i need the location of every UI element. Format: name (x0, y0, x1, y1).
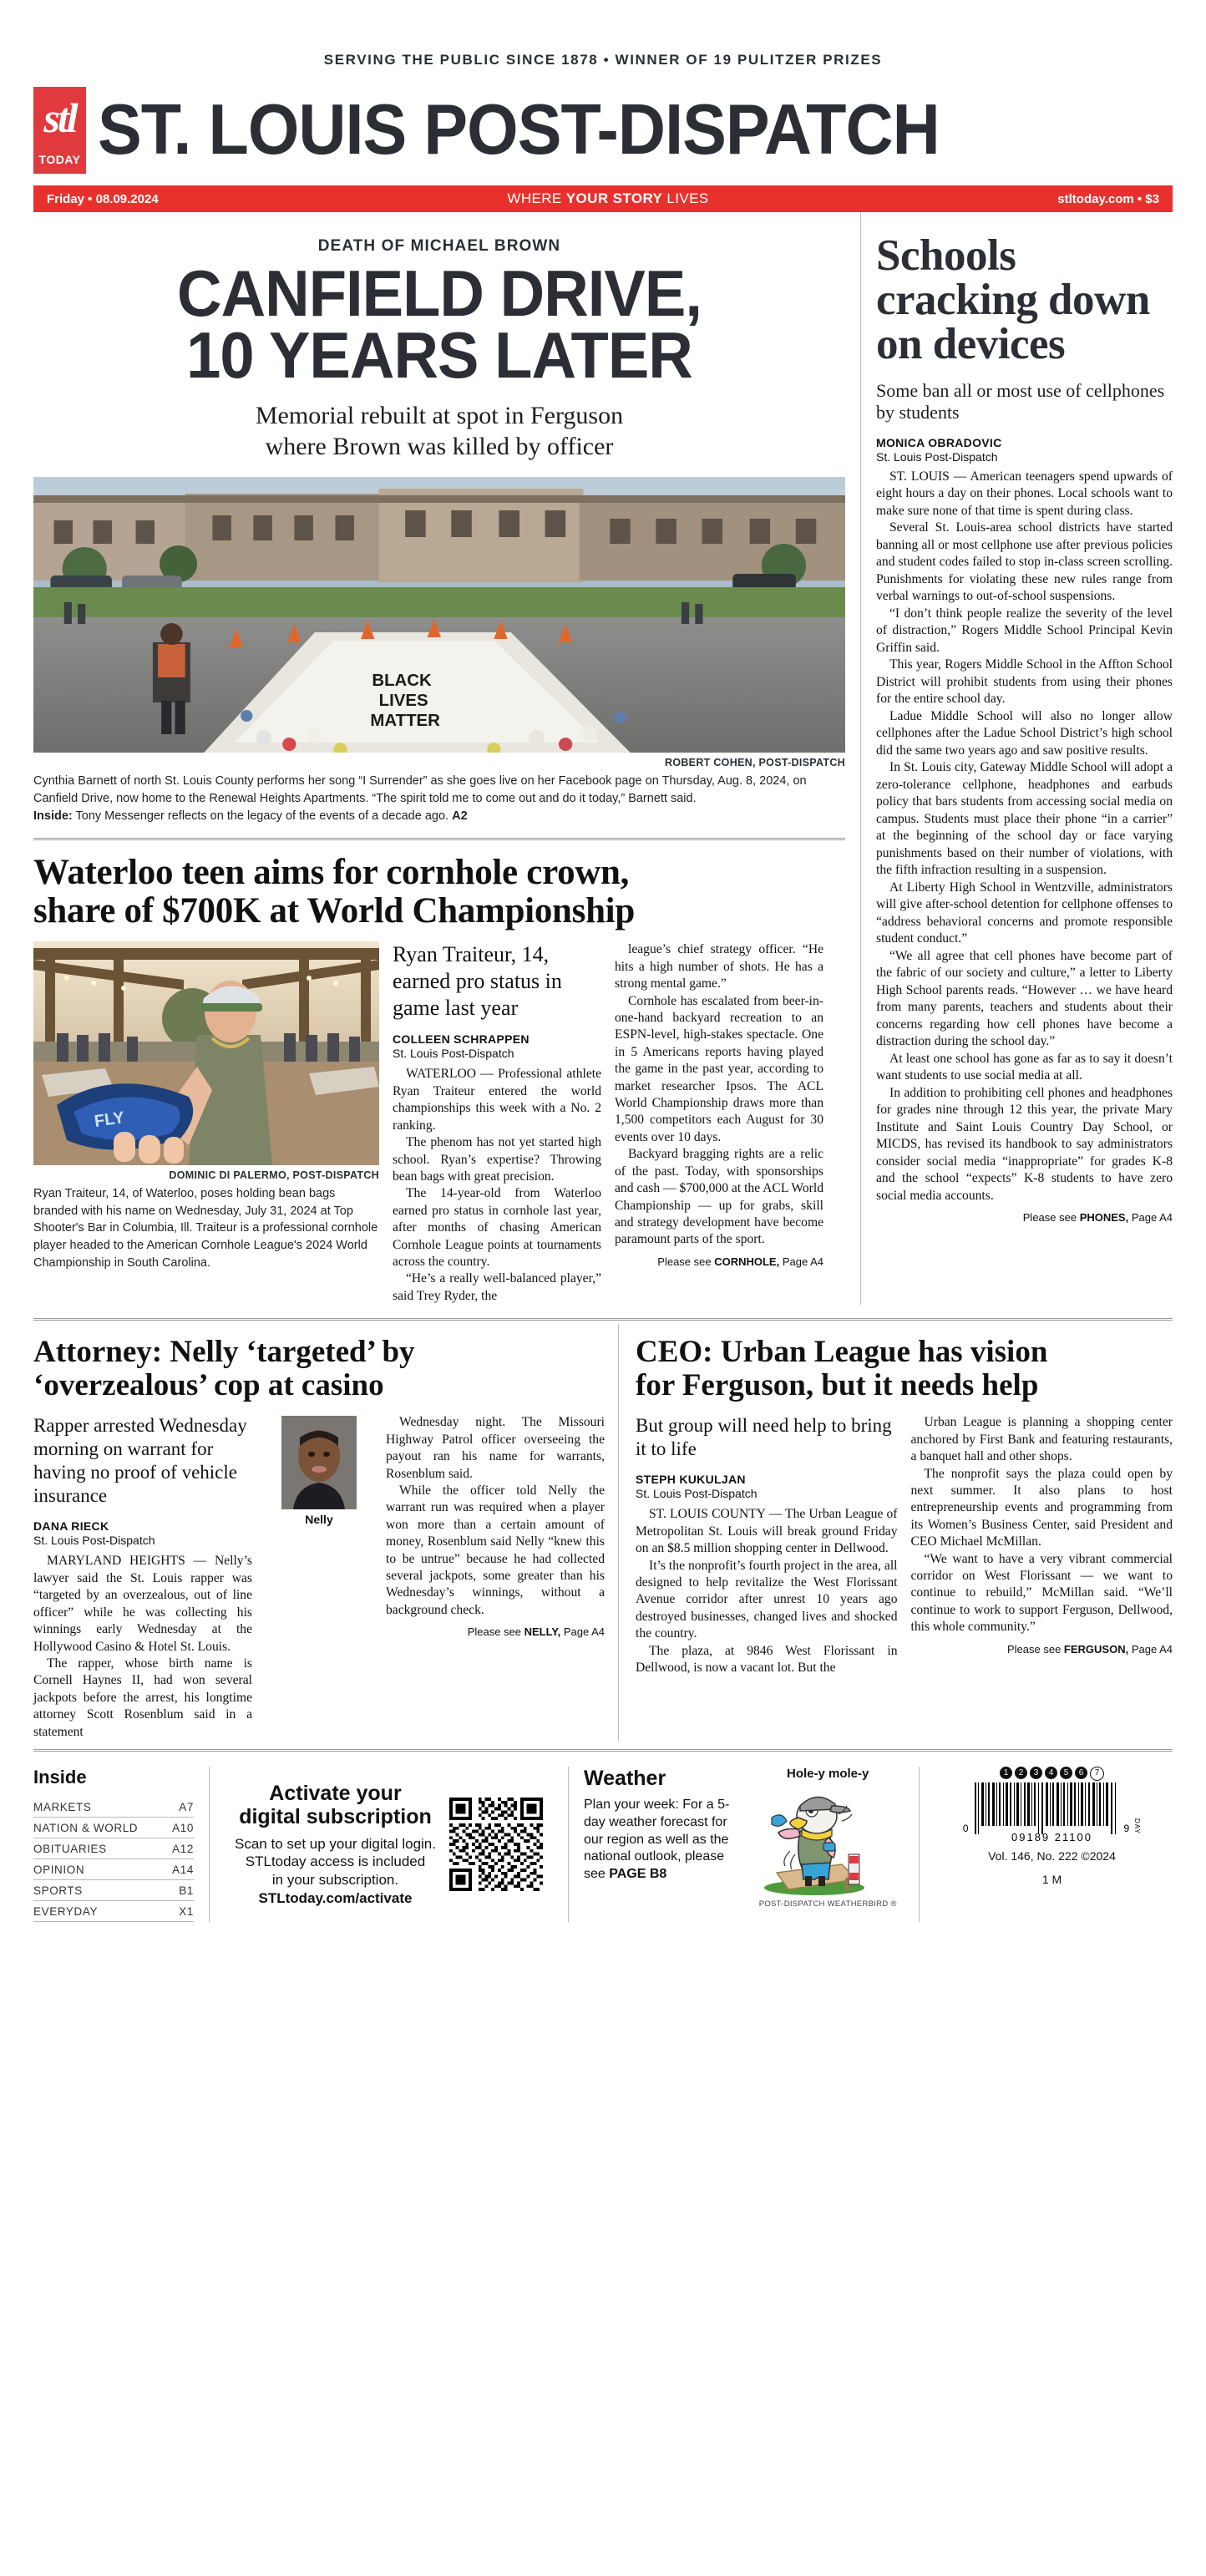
lead-photo-credit: ROBERT COHEN, POST-DISPATCH (665, 757, 845, 769)
inside-index-row[interactable]: MARKETS A7 (33, 1797, 194, 1818)
barcode-graphic (973, 1782, 1120, 1834)
secondary-column (860, 212, 1173, 1305)
nelly-column-2 (386, 1414, 605, 1741)
qr-code-graphic (449, 1798, 543, 1891)
lead-photo (33, 477, 845, 753)
ferguson-byline-org: St. Louis Post-Dispatch (636, 1487, 758, 1501)
svg-text:BLACK: BLACK (372, 672, 432, 691)
page-footer (0, 1749, 1206, 1922)
nelly-mug-caption: Nelly (305, 1513, 333, 1527)
ferguson-column-2 (911, 1414, 1173, 1676)
weatherbird-cartoon (752, 1767, 904, 1922)
subscription-text (235, 1782, 436, 1908)
nelly-story (33, 1324, 618, 1741)
day-circle: 3 (1030, 1767, 1042, 1779)
barcode-left-digit: 0 (962, 1823, 969, 1835)
schools-byline: MONICA OBRADOVIC (876, 435, 1002, 449)
subscription-promo (209, 1767, 568, 1922)
weather-title: Weather (584, 1767, 666, 1791)
barcode-day-circles (935, 1767, 1169, 1781)
inside-index-row[interactable]: OBITUARIES A12 (33, 1838, 194, 1859)
cornhole-body-1: WATERLOO — Professional athlete Ryan Traiteur entered the world championships this week with a No. 2 ranking. The phenom has not yet started high school. Ryan’s expertise? Throwing bean bags with great precision. The 14-year-old from Waterloo earned pro status in cornhole last year, after months of chasing American Cornhole League points at tournaments across the country. “He’s a really well-balanced player,” said Trey Ryder, the (393, 1067, 601, 1303)
schools-headline[interactable]: Schools cracking down on devices (876, 231, 1150, 368)
stltoday-logo[interactable] (33, 87, 86, 174)
cornhole-jumpline[interactable]: Please see CORNHOLE, Page A4 (657, 1255, 823, 1268)
cornhole-subhead: Ryan Traiteur, 14, earned pro status in game last year (393, 942, 562, 1020)
qr-code[interactable] (449, 1798, 543, 1891)
day-circle: 4 (1045, 1767, 1057, 1779)
ferguson-jumpline[interactable]: Please see FERGUSON, Page A4 (1006, 1642, 1173, 1656)
cornhole-byline-org: St. Louis Post-Dispatch (393, 1047, 514, 1061)
inside-index-rows (33, 1797, 194, 1922)
lead-headline: CANFIELD DRIVE, 10 YEARS LATER (177, 256, 702, 393)
day-circle: 5 (1060, 1767, 1072, 1779)
weather-body: Plan your week: For a 5-day weather forecast for our region as well as the national outlook, please see PAGE B8 (584, 1798, 730, 1882)
ferguson-deck: But group will need help to bring it to life (636, 1415, 892, 1460)
nelly-byline: DANA RIECK (33, 1519, 109, 1534)
inside-index-row[interactable]: SPORTS B1 (33, 1880, 194, 1901)
cornhole-photo (33, 941, 379, 1165)
nelly-column-1 (33, 1414, 252, 1741)
inside-index-row[interactable]: OPINION A14 (33, 1859, 194, 1880)
ferguson-columns (636, 1414, 1173, 1676)
svg-text:MATTER: MATTER (370, 712, 440, 731)
svg-text:LIVES: LIVES (378, 692, 428, 711)
cornhole-headline[interactable]: Waterloo teen aims for cornhole crown, share of $700K at World Championship (33, 853, 635, 931)
cornhole-photo-caption: Ryan Traiteur, 14, of Waterloo, poses holding bean bags branded with his name on Wednesday, July 31, 2024 at Top Shooter's Bar in Columbia, Ill. Traiteur is a professional cornhole player headed to the American Cornhole League's 2024 World Championship in South Carolina. (33, 1187, 378, 1270)
stl-logo-mark: stl (43, 94, 76, 141)
nelly-body-2: Wednesday night. The Missouri Highway Patrol officer overseeing the payout ran his name for warrants, Rosenblum said. While the officer told Nelly the warrant run was required when a player won more than a certain amount of money, Rosenblum said Nelly “knew this to be untrue” because he had collected several jackpots, some greater than his Wednesday’s winnings, without a background check. (386, 1415, 605, 1617)
schools-deck: Some ban all or most use of cellphones by students (876, 380, 1165, 423)
edition-code: 1 M (1041, 1873, 1062, 1887)
slogan: WHERE YOUR STORY LIVES (507, 190, 709, 206)
subscription-body: Scan to set up your digital login. STLtoday access is included in your subscription. STLtoday.com/activate (235, 1835, 436, 1906)
barcode-right-digit: 9 (1123, 1823, 1130, 1835)
weather-text (584, 1767, 740, 1922)
nelly-body-1: MARYLAND HEIGHTS — Nelly’s lawyer said the St. Louis rapper was “targeted by an overzealous, out of line officer” while he was collecting his winnings early Wednesday at the Hollywood Casino & Hotel St. Louis. The rapper, whose birth name is Cornell Haynes II, had won several jackpots before the arrest, his longtime attorney Scott Rosenblum said in a statement (33, 1554, 252, 1739)
cornhole-columns (33, 941, 845, 1305)
primary-column (33, 212, 860, 1305)
cornhole-body-2: league’s chief strategy officer. “He hits a high number of shots. He has a strong mental game.” Cornhole has escalated from beer-in-one-hand backyard recreation to an ESPN-level, high-stakes spectacle. One in 5 Americans reports having played the game in the past year, according to market researcher Ipsos. The ACL World Championship draws more than 1,500 competitors each August for 30 events over 10 days. Backyard bragging rights are a relic of the past. Today, with sponsorships and cash — $700,000 at the ACL World Championship — up for grabs, skill and strategy development have become paramount parts of the sport. (615, 942, 823, 1247)
lead-kicker: DEATH OF MICHAEL BROWN (317, 237, 561, 255)
ferguson-story (618, 1324, 1173, 1741)
page-title: ST. LOUIS POST-DISPATCH (98, 89, 940, 170)
lead-photo-illustration (33, 477, 845, 753)
nelly-mugshot-illustration (281, 1416, 357, 1509)
inside-index-row[interactable]: EVERYDAY X1 (33, 1901, 194, 1922)
date-label: Friday • 08.09.2024 (47, 191, 159, 206)
inside-index-row[interactable]: NATION & WORLD A10 (33, 1818, 194, 1838)
main-content (0, 212, 1206, 1305)
ferguson-body-2: Urban League is planning a shopping center anchored by First Bank and featuring restaurants, a banquet hall and other shops. The nonprofit says the plaza could open by next summer. It also plans to host entrepreneurship events and programming from its Women’s Business Center, said President and CEO Michael McMillan. “We want to have a very vibrant commercial corridor on West Florissant — we want to continue to rebuild,” McMillan said. “We’ll continue to work to support Ferguson, Dellwood, this whole community.” (910, 1415, 1173, 1635)
cornhole-photo-credit: DOMINIC DI PALERMO, POST-DISPATCH (169, 1169, 379, 1182)
schools-jumpline[interactable]: Please see PHONES, Page A4 (1022, 1211, 1173, 1225)
stl-logo-today: TODAY (38, 153, 81, 166)
barcode-box (919, 1767, 1169, 1922)
nelly-deck: Rapper arrested Wednesday morning on warrant for having no proof of vehicle insurance (33, 1415, 247, 1507)
nelly-mug-column (266, 1414, 372, 1741)
weatherbird-caption: Hole-y mole-y (787, 1767, 869, 1782)
weatherbird-trademark: POST-DISPATCH WEATHERBIRD ® (758, 1899, 897, 1909)
tagline-bar: SERVING THE PUBLIC SINCE 1878 • WINNER OF 19 PULITZER PRIZES (323, 52, 883, 68)
barcode-side-label: DAY (1133, 1818, 1142, 1835)
schools-body: ST. LOUIS — American teenagers spend upwards of eight hours a day on their phones. Local schools want to make sure none of that time is spent during class. Several St. Louis-area school districts have started banning all or most cellphone use after previous policies and student codes failed to stop in-class screen scrolling. Punishments for violating these new rules range from verbal warnings to out-of-school suspensions. “I don’t think people realize the severity of the level of distraction,” Rogers Middle School Principal Kevin Griffin said. This year, Rogers Middle School in the Affton School District will prohibit students from using their phones for the entire school day. Ladue Middle School will also no longer allow cellphones after the Ladue School District’s high school did the same two years ago and saw positive results. In St. Louis city, Gateway Middle School will adopt a zero-tolerance cellphone, headphones and earbuds policy that bars students from accessing social media on campus. Students must place their phone “in a carrier” at the beginning of the school day or face varying punishments based on their number of violations, with the fifth infraction resulting in a suspension. At Liberty High School in Wentzville, administrators will give after-school detention for cellphone offenses to “address behavioral concerns and promote responsible student conduct.” “We all agree that cell phones have become part of the fabric of our society and culture,” a letter to Liberty High School parents reads. “However … we have heard from many parents, teachers and students about their concerns regarding how cell phones have become a distraction during the school day.” At least one school has gone as far as to say it doesn’t want students to use social media at all. In addition to prohibiting cell phones and headphones for grades nine through 12 this year, the private Mary Institute and Saint Louis Country Day School, or MICDS, has revised its handbook to say administrators consider social media “inappropriate” for grades K-8 and the school “expects” K-8 students to have zero social media accounts. (876, 469, 1173, 1203)
day-circle-current: 7 (1090, 1767, 1104, 1781)
bottom-divider-wrap (0, 1318, 1206, 1321)
nelly-columns (33, 1414, 605, 1741)
barcode-digits: 09189 21100 (1011, 1831, 1092, 1844)
bottom-divider (33, 1318, 1173, 1321)
weatherbird-illustration (752, 1781, 877, 1898)
cornhole-photo-illustration (33, 941, 379, 1165)
ferguson-headline[interactable]: CEO: Urban League has vision for Ferguson, but it needs help (636, 1335, 1048, 1403)
weather-box (568, 1767, 919, 1922)
footer-row (33, 1749, 1173, 1922)
nelly-headline[interactable]: Attorney: Nelly ‘targeted’ by ‘overzealous’ cop at casino (33, 1335, 415, 1403)
schools-byline-org: St. Louis Post-Dispatch (876, 449, 998, 464)
day-circle: 1 (1000, 1767, 1012, 1779)
svg-text:FLY: FLY (93, 1108, 126, 1132)
lead-photo-caption: Cynthia Barnett of north St. Louis County performs her song “I Surrender” as she goes live on her Facebook page on Thursday, Aug. 8, 2024, on Canfield Drive, now home to the Renewal Heights Apartments. “The spirit told me to come out and do it today,” Barnett said. Inside: Tony Messenger reflects on the legacy of the events of a decade ago. A2 (33, 774, 807, 823)
ferguson-body-1: ST. LOUIS COUNTY — The Urban League of Metropolitan St. Louis will break ground Friday on an $8.5 million shopping center in Dellwood. It’s the nonprofit’s fourth project in the area, all designed to help revitalize the West Florissant Avenue corridor after unrest 10 years ago destroyed businesses, changed lives and shocked the country. The plaza, at 9846 West Florissant in Dellwood, is now a vacant lot. But the (636, 1507, 898, 1676)
cornhole-text-column-1 (393, 941, 601, 1305)
section-divider (33, 838, 845, 840)
barcode-graphic-row (935, 1782, 1169, 1834)
nelly-jumpline[interactable]: Please see NELLY, Page A4 (467, 1625, 605, 1639)
cornhole-text-column-2 (615, 941, 823, 1305)
day-circle: 2 (1015, 1767, 1027, 1779)
subscription-heading: Activate your digital subscription (239, 1781, 432, 1828)
cornhole-photo-column (33, 941, 379, 1305)
inside-index-title: Inside (33, 1767, 87, 1788)
bottom-stories (0, 1324, 1206, 1741)
nelly-byline-org: St. Louis Post-Dispatch (33, 1534, 155, 1548)
masthead (0, 68, 1206, 174)
ferguson-column-1 (636, 1414, 898, 1676)
lead-deck: Memorial rebuilt at spot in Ferguson where Brown was killed by officer (255, 402, 624, 460)
cornhole-byline: COLLEEN SCHRAPPEN (393, 1032, 530, 1047)
inside-index (33, 1767, 209, 1922)
day-circle: 6 (1075, 1767, 1087, 1779)
ferguson-byline: STEPH KUKULJAN (636, 1473, 746, 1487)
date-bar (33, 185, 1173, 212)
website-price[interactable]: stltoday.com • $3 (1057, 191, 1159, 206)
nelly-mugshot (281, 1416, 357, 1509)
volume-info: Vol. 146, No. 222 ©2024 (988, 1849, 1116, 1864)
